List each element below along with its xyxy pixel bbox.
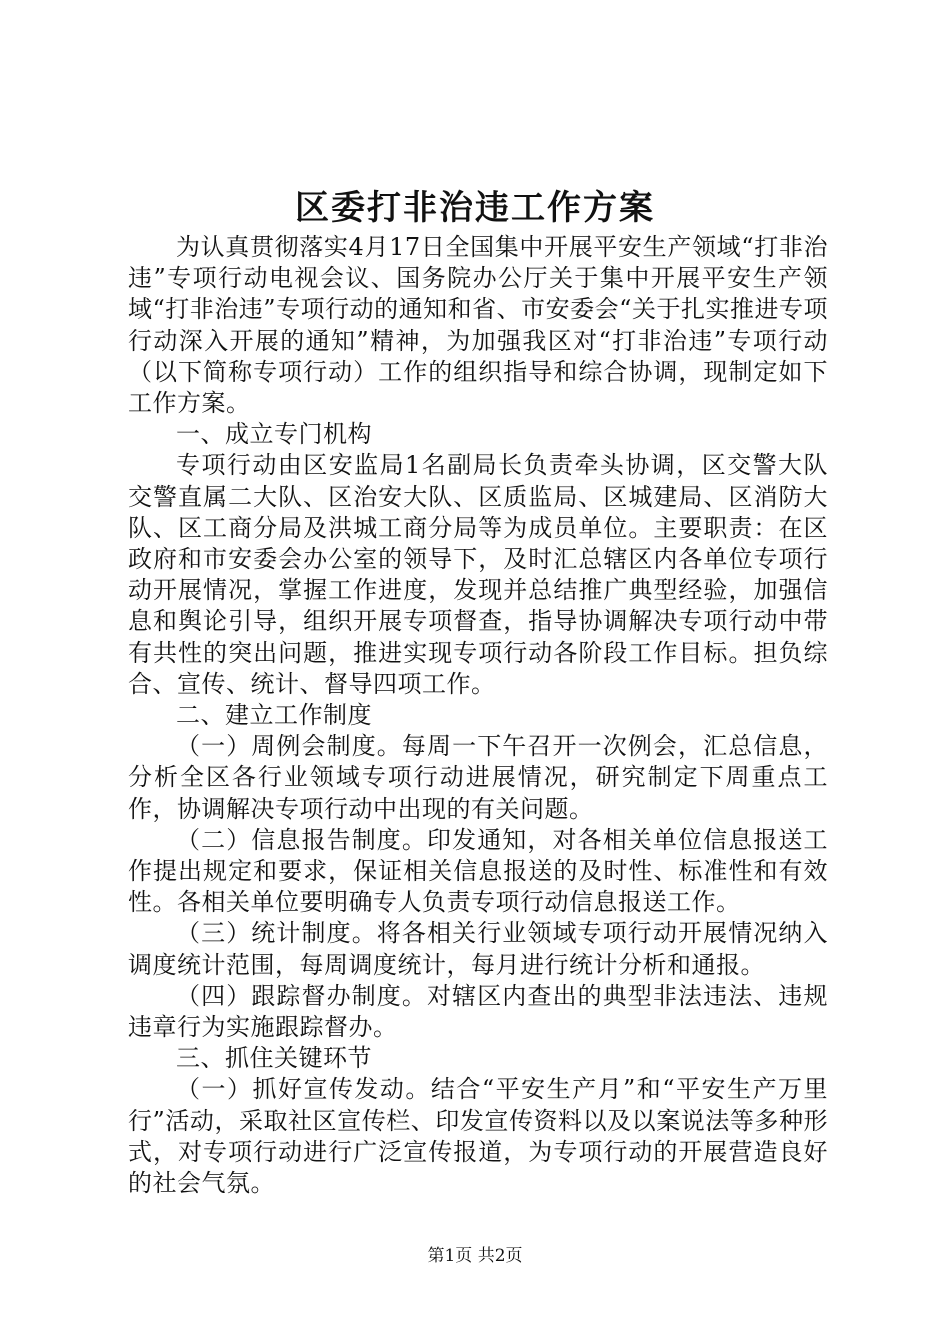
document-body	[128, 232, 828, 1199]
page-footer: 第1页 共2页	[427, 1246, 523, 1266]
section-3-item-1: （一）抓好宣传发动。结合“平安生产月”和“平安生产万里行”活动，采取社区宣传栏、印发宣传资料以及以案说法等多种形式，对专项行动进行广泛宣传报道，为专项行动的开展营造良好的社会气氛。	[128, 1075, 828, 1198]
section-2-item-2: （二）信息报告制度。印发通知，对各相关单位信息报送工作提出规定和要求，保证相关信息报送的及时性、标准性和有效性。各相关单位要明确专人负责专项行动信息报送工作。	[128, 825, 828, 917]
section-2-item-4: （四）跟踪督办制度。对辖区内查出的典型非法违法、违规违章行为实施跟踪督办。	[128, 981, 828, 1042]
section-heading-1: 一、成立专门机构	[176, 420, 372, 449]
intro-paragraph: 为认真贯彻落实4月17日全国集中开展平安生产领域“打非治违”专项行动电视会议、国务院办公厅关于集中开展平安生产领域“打非治违”专项行动的通知和省、市安委会“关于扎实推进专项行动深入开展的通知”精神，为加强我区对“打非治违”专项行动（以下简称专项行动）工作的组织指导和综合协调，现制定如下工作方案。	[128, 233, 828, 418]
section-heading-2: 二、建立工作制度	[176, 701, 372, 730]
document-title: 区委打非治违工作方案	[295, 188, 655, 228]
section-1-paragraph: 专项行动由区安监局1名副局长负责牵头协调，区交警大队交警直属二大队、区治安大队、区质监局、区城建局、区消防大队、区工商分局及洪城工商分局等为成员单位。主要职责：在区政府和市安委会办公室的领导下，及时汇总辖区内各单位专项行动开展情况，掌握工作进度，发现并总结推广典型经验，加强信息和舆论引导，组织开展专项督查，指导协调解决专项行动中带有共性的突出问题，推进实现专项行动各阶段工作目标。担负综合、宣传、统计、督导四项工作。	[128, 451, 828, 698]
section-heading-3: 三、抓住关键环节	[176, 1044, 372, 1073]
section-2-item-1: （一）周例会制度。每周一下午召开一次例会，汇总信息，分析全区各行业领域专项行动进展情况，研究制定下周重点工作，协调解决专项行动中出现的有关问题。	[128, 732, 828, 823]
section-2-item-3: （三）统计制度。将各相关行业领域专项行动开展情况纳入调度统计范围，每周调度统计，每月进行统计分析和通报。	[128, 919, 828, 979]
